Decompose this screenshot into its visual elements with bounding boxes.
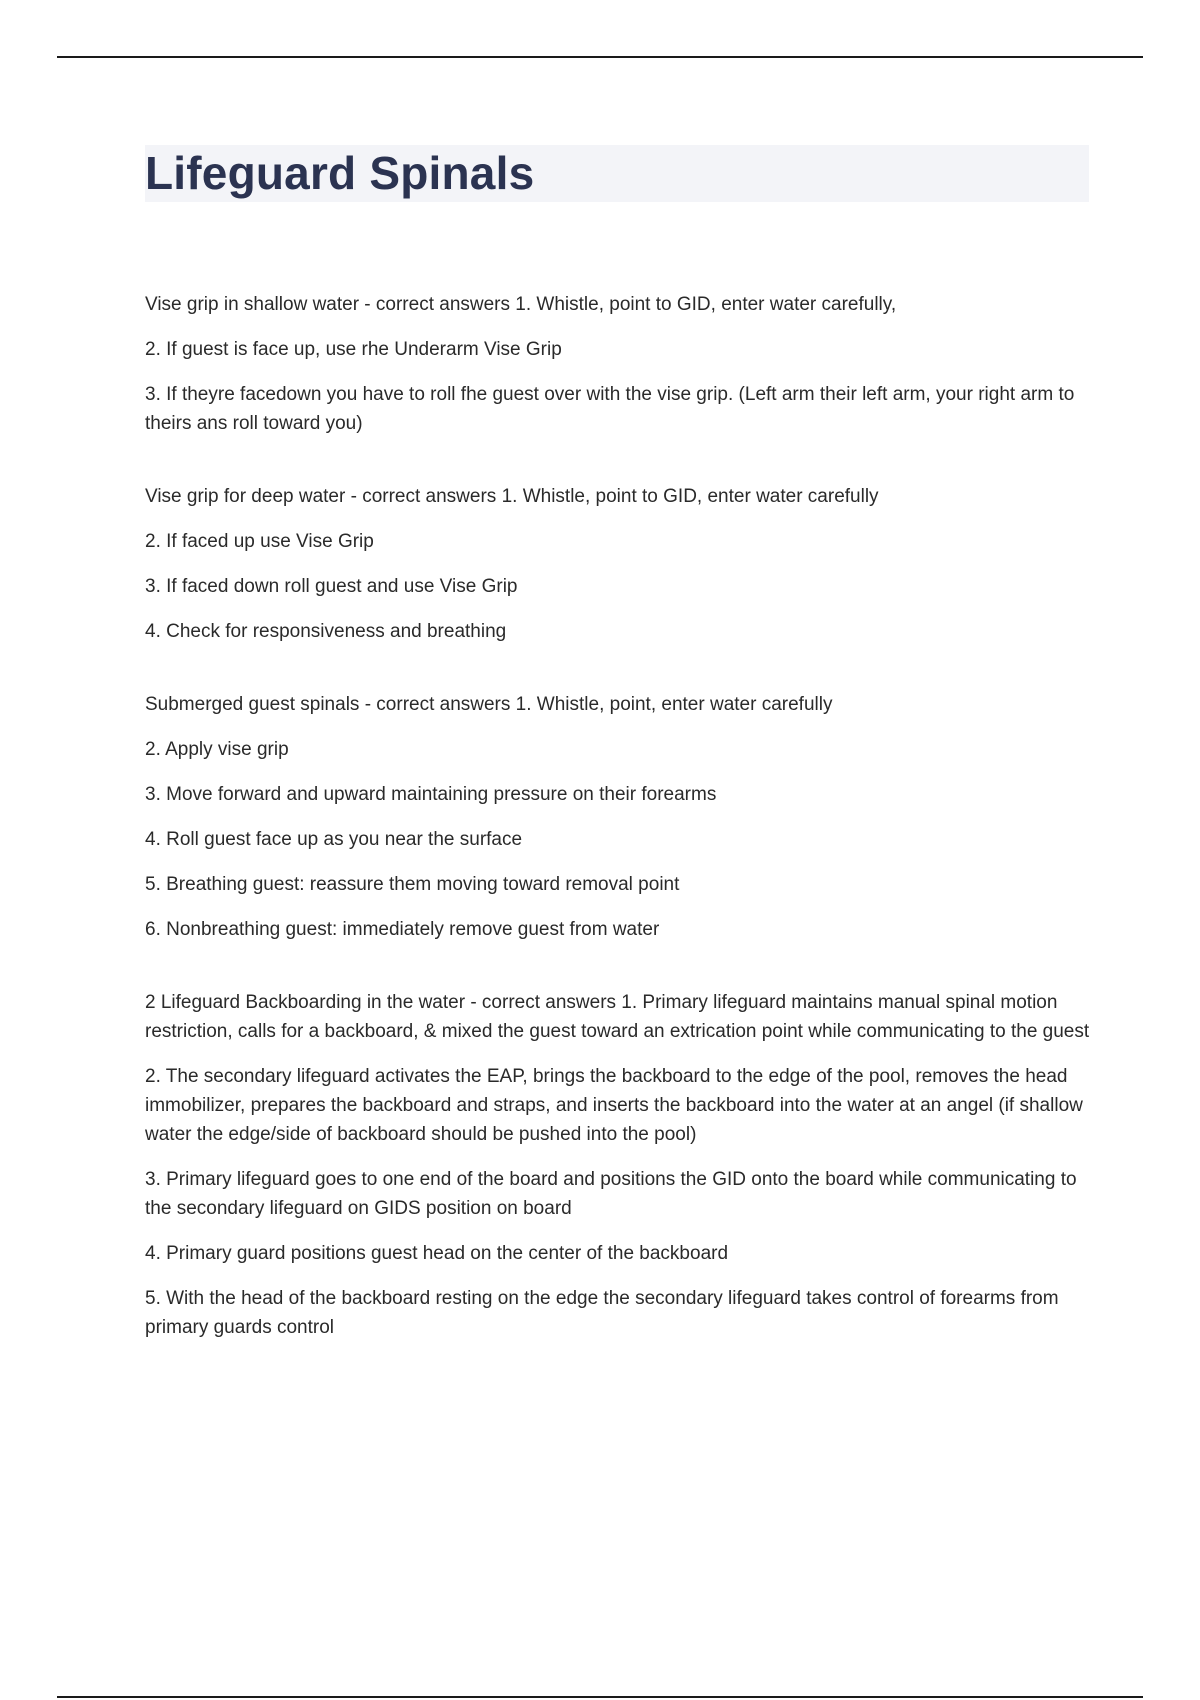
step-item: 3. If faced down roll guest and use Vise Grip xyxy=(145,576,518,597)
step-item: 2. Apply vise grip xyxy=(145,739,289,760)
step-item: 4. Primary guard positions guest head on the center of the backboard xyxy=(145,1243,729,1264)
step-item: 5. With the head of the backboard resting on the edge the secondary lifeguard takes control of forearms from primary guards control xyxy=(145,1288,1059,1338)
step-item: 4. Check for responsiveness and breathing xyxy=(145,621,507,642)
page-title: Lifeguard Spinals xyxy=(145,147,535,199)
section-shallow-water xyxy=(145,290,1090,438)
section-backboarding xyxy=(145,988,1090,1342)
step-item: 2. The secondary lifeguard activates the EAP, brings the backboard to the edge of the pool, removes the head immobilizer, prepares the backboard and straps, and inserts the backboard into the water at an angel (if shallow water the edge/side of backboard should be pushed into the pool) xyxy=(145,1066,1083,1145)
step-item: 2. If faced up use Vise Grip xyxy=(145,531,374,552)
step-item: 6. Nonbreathing guest: immediately remove guest from water xyxy=(145,919,660,940)
section-submerged-guest xyxy=(145,690,1090,944)
section-heading: Vise grip in shallow water - correct answers 1. Whistle, point to GID, enter water carefully, xyxy=(145,294,897,315)
top-rule xyxy=(57,56,1143,58)
document-body xyxy=(145,290,1090,1386)
section-heading: Vise grip for deep water - correct answers 1. Whistle, point to GID, enter water carefully xyxy=(145,486,879,507)
step-item: 5. Breathing guest: reassure them moving toward removal point xyxy=(145,874,680,895)
step-item: 3. Primary lifeguard goes to one end of the board and positions the GID onto the board while communicating to the secondary lifeguard on GIDS position on board xyxy=(145,1169,1077,1219)
section-deep-water xyxy=(145,482,1090,646)
step-item: 3. Move forward and upward maintaining pressure on their forearms xyxy=(145,784,717,805)
section-heading: 2 Lifeguard Backboarding in the water - correct answers 1. Primary lifeguard maintains manual spinal motion restriction, calls for a backboard, & mixed the guest toward an extrication point while communicating to the guest xyxy=(145,992,1090,1042)
step-item: 2. If guest is face up, use rhe Underarm Vise Grip xyxy=(145,339,562,360)
step-item: 4. Roll guest face up as you near the surface xyxy=(145,829,523,850)
step-item: 3. If theyre facedown you have to roll fhe guest over with the vise grip. (Left arm their left arm, your right arm to theirs ans roll toward you) xyxy=(145,384,1075,434)
bottom-rule xyxy=(57,1696,1143,1698)
section-heading: Submerged guest spinals - correct answers 1. Whistle, point, enter water carefully xyxy=(145,694,833,715)
